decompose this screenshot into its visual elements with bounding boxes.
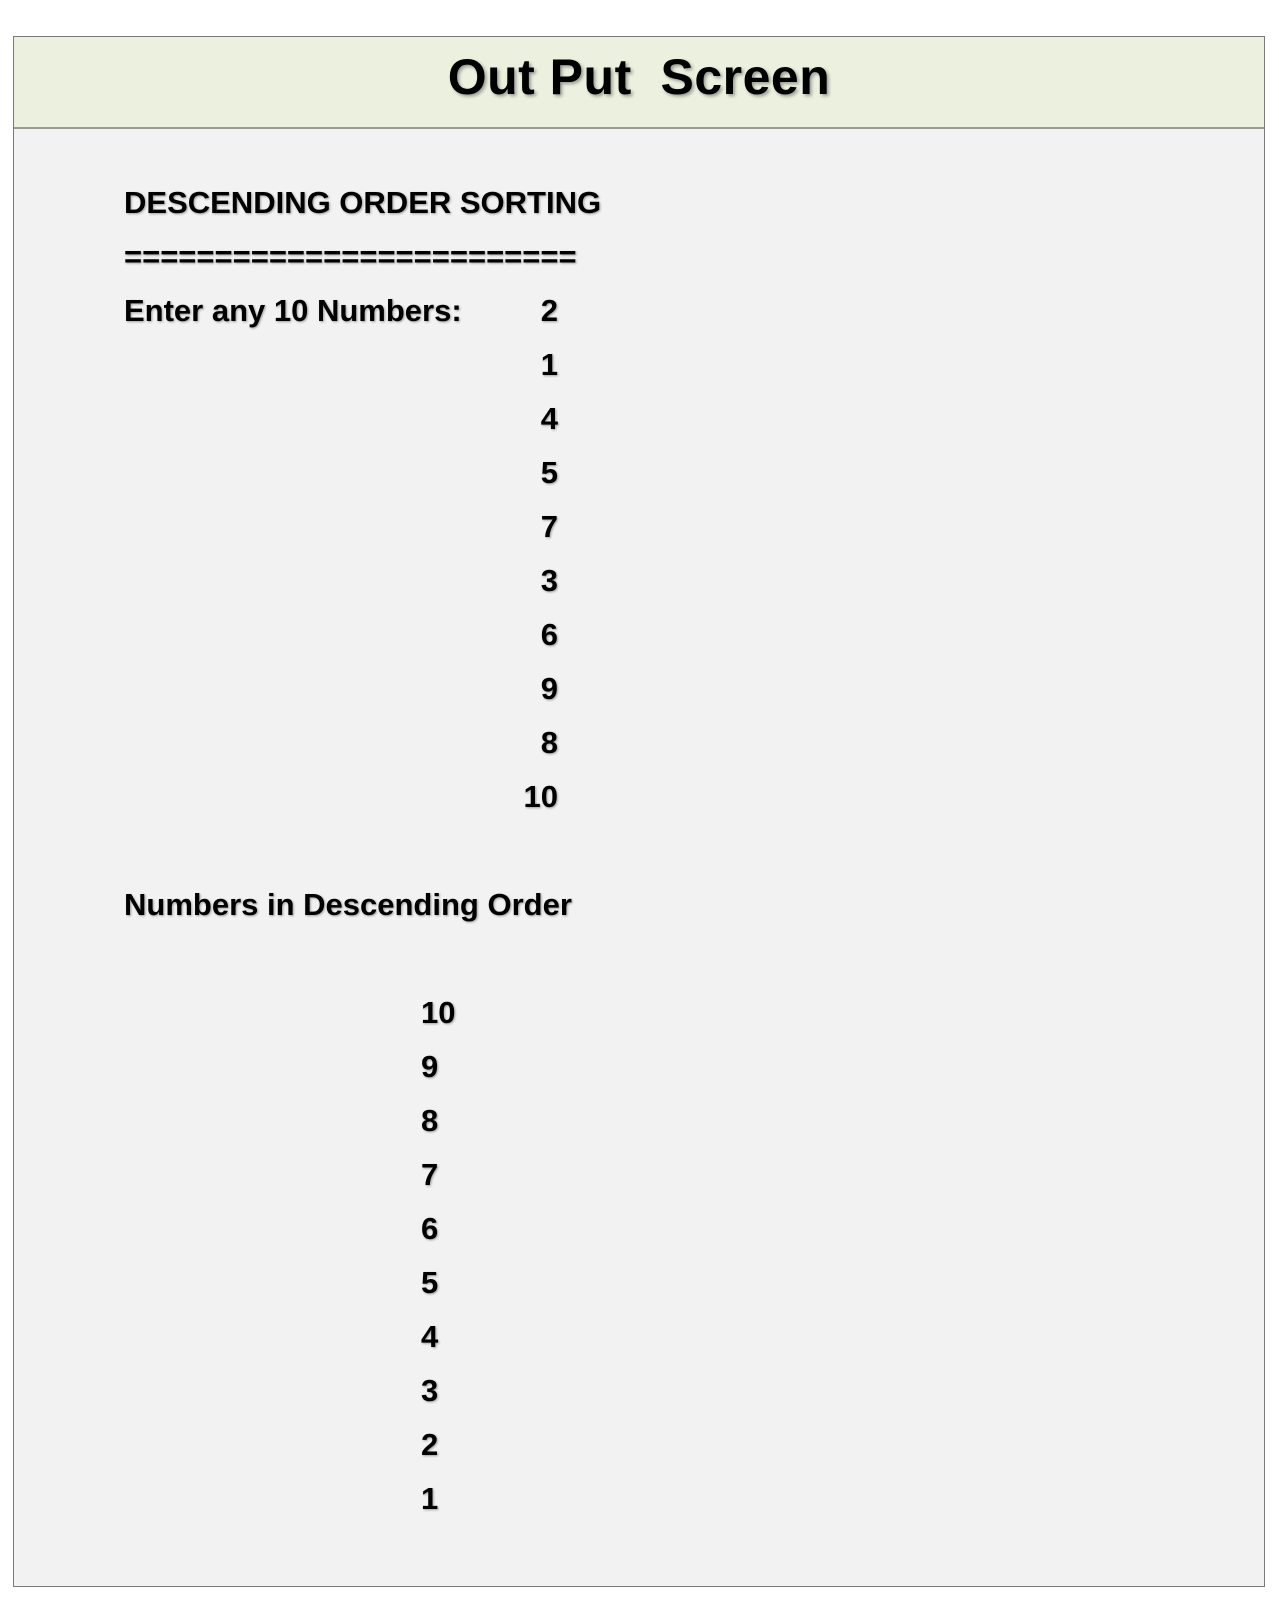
output-number: 4 bbox=[421, 1319, 439, 1354]
output-number: 10 bbox=[421, 995, 456, 1030]
input-number: 7 bbox=[540, 509, 558, 544]
input-number: 8 bbox=[540, 725, 558, 760]
console-output bbox=[14, 131, 1264, 1586]
output-number: 8 bbox=[421, 1103, 439, 1138]
input-prompt: Enter any 10 Numbers: bbox=[124, 293, 462, 328]
output-number: 6 bbox=[421, 1211, 439, 1246]
program-heading: DESCENDING ORDER SORTING bbox=[124, 185, 602, 220]
output-number: 5 bbox=[421, 1265, 439, 1300]
window-header bbox=[14, 37, 1264, 129]
window-title: Out Put Screen bbox=[447, 49, 831, 105]
output-number: 1 bbox=[421, 1481, 439, 1516]
input-number: 4 bbox=[540, 401, 558, 436]
output-heading: Numbers in Descending Order bbox=[124, 887, 572, 922]
input-number: 6 bbox=[540, 617, 558, 652]
input-number: 1 bbox=[540, 347, 558, 382]
input-number: 3 bbox=[540, 563, 558, 598]
input-number: 9 bbox=[540, 671, 558, 706]
input-number: 2 bbox=[540, 293, 558, 328]
output-number: 2 bbox=[421, 1427, 439, 1462]
input-number: 10 bbox=[523, 779, 558, 814]
output-number: 9 bbox=[421, 1049, 439, 1084]
output-number: 7 bbox=[421, 1157, 439, 1192]
heading-underline: ========================= bbox=[124, 239, 577, 274]
output-number: 3 bbox=[421, 1373, 439, 1408]
output-screen-window bbox=[13, 36, 1265, 1587]
input-number: 5 bbox=[540, 455, 558, 490]
